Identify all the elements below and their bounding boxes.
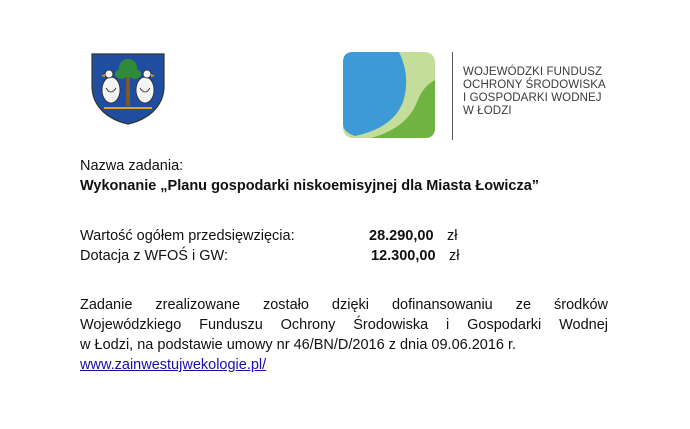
funding-paragraph xyxy=(80,295,608,355)
grant-amount: 12.300,00 xyxy=(371,248,436,264)
wfos-logo-icon xyxy=(341,50,437,140)
grant-label: Dotacja z WFOŚ i GW: xyxy=(80,248,228,264)
wfos-name xyxy=(463,66,606,118)
logo-divider xyxy=(452,52,453,140)
paragraph-line: w Łodzi, na podstawie umowy nr 46/BN/D/2016 z dnia 09.06.2016 r. xyxy=(80,337,517,353)
coat-of-arms-icon xyxy=(80,52,176,126)
grant-unit: zł xyxy=(449,248,460,264)
task-title: Wykonanie „Planu gospodarki niskoemisyjnej dla Miasta Łowicza” xyxy=(80,178,540,194)
wfos-name-line: WOJEWÓDZKI FUNDUSZ xyxy=(463,66,603,78)
task-label: Nazwa zadania: xyxy=(80,158,184,174)
wfos-name-line: W ŁODZI xyxy=(463,105,512,117)
total-value-unit: zł xyxy=(447,228,458,244)
website-link[interactable]: www.zainwestujwekologie.pl/ xyxy=(80,357,267,373)
wfos-name-line: I GOSPODARKI WODNEJ xyxy=(463,92,602,104)
total-value-label: Wartość ogółem przedsięwzięcia: xyxy=(80,228,295,244)
paragraph-line: Wojewódzkiego Funduszu Ochrony Środowiska i Gospodarki Wodnej xyxy=(80,317,608,333)
total-value-amount: 28.290,00 xyxy=(369,228,434,244)
paragraph-line: Zadanie zrealizowane zostało dzięki dofinansowaniu ze środków xyxy=(80,297,608,313)
wfos-name-line: OCHRONY ŚRODOWISKA xyxy=(463,79,606,91)
